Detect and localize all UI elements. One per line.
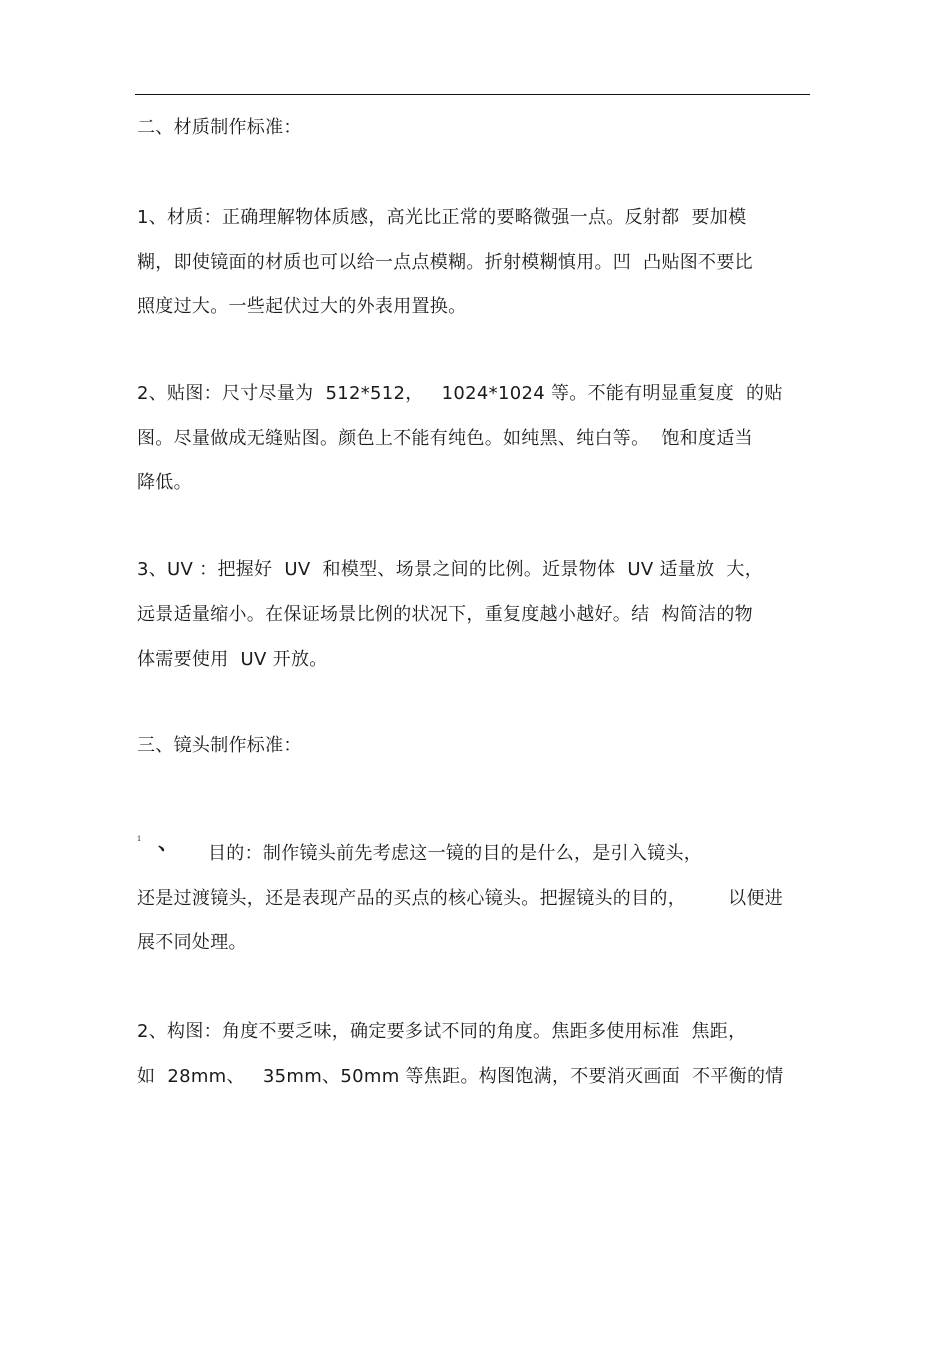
paragraph-line: 如 28mm、 35mm、50mm 等焦距。构图饱满，不要消灭画面 不平衡的情 — [137, 1066, 784, 1087]
top-rule — [135, 94, 810, 95]
paragraph-line: 体需要使用 UV 开放。 — [137, 649, 328, 670]
list-number: 1 — [137, 834, 141, 843]
paragraph-line: 糊，即使镜面的材质也可以给一点点模糊。折射模糊慎用。凹 凸贴图不要比 — [137, 252, 753, 273]
section2-heading: 二、材质制作标准： — [137, 117, 302, 138]
paragraph-line: 照度过大。一些起伏过大的外表用置换。 — [137, 296, 467, 317]
paragraph-line: 1、材质：正确理解物体质感，高光比正常的要略微强一点。反射都 要加模 — [137, 207, 747, 228]
paragraph-line: 目的：制作镜头前先考虑这一镜的目的是什么，是引入镜头， — [208, 843, 703, 864]
paragraph-line: 2、构图：角度不要乏味，确定要多试不同的角度。焦距多使用标准 焦距， — [137, 1021, 747, 1042]
section3-heading: 三、镜头制作标准： — [137, 735, 302, 756]
paragraph-line: 3、UV ：把握好 UV 和模型、场景之间的比例。近景物体 UV 适量放 大， — [137, 559, 764, 580]
paragraph-line: 还是过渡镜头，还是表现产品的买点的核心镜头。把握镜头的目的， 以便进 — [137, 888, 784, 909]
paragraph-line: 2、贴图：尺寸尽量为 512*512， 1024*1024 等。不能有明显重复度 的贴 — [137, 383, 783, 404]
paragraph-line: 图。尽量做成无缝贴图。颜色上不能有纯色。如纯黑、纯白等。 饱和度适当 — [137, 428, 753, 449]
paragraph-line: 降低。 — [137, 472, 192, 493]
list-mark: 、 — [158, 830, 178, 854]
paragraph-line: 展不同处理。 — [137, 932, 247, 953]
paragraph-line: 远景适量缩小。在保证场景比例的状况下，重复度越小越好。结 构简洁的物 — [137, 604, 753, 625]
